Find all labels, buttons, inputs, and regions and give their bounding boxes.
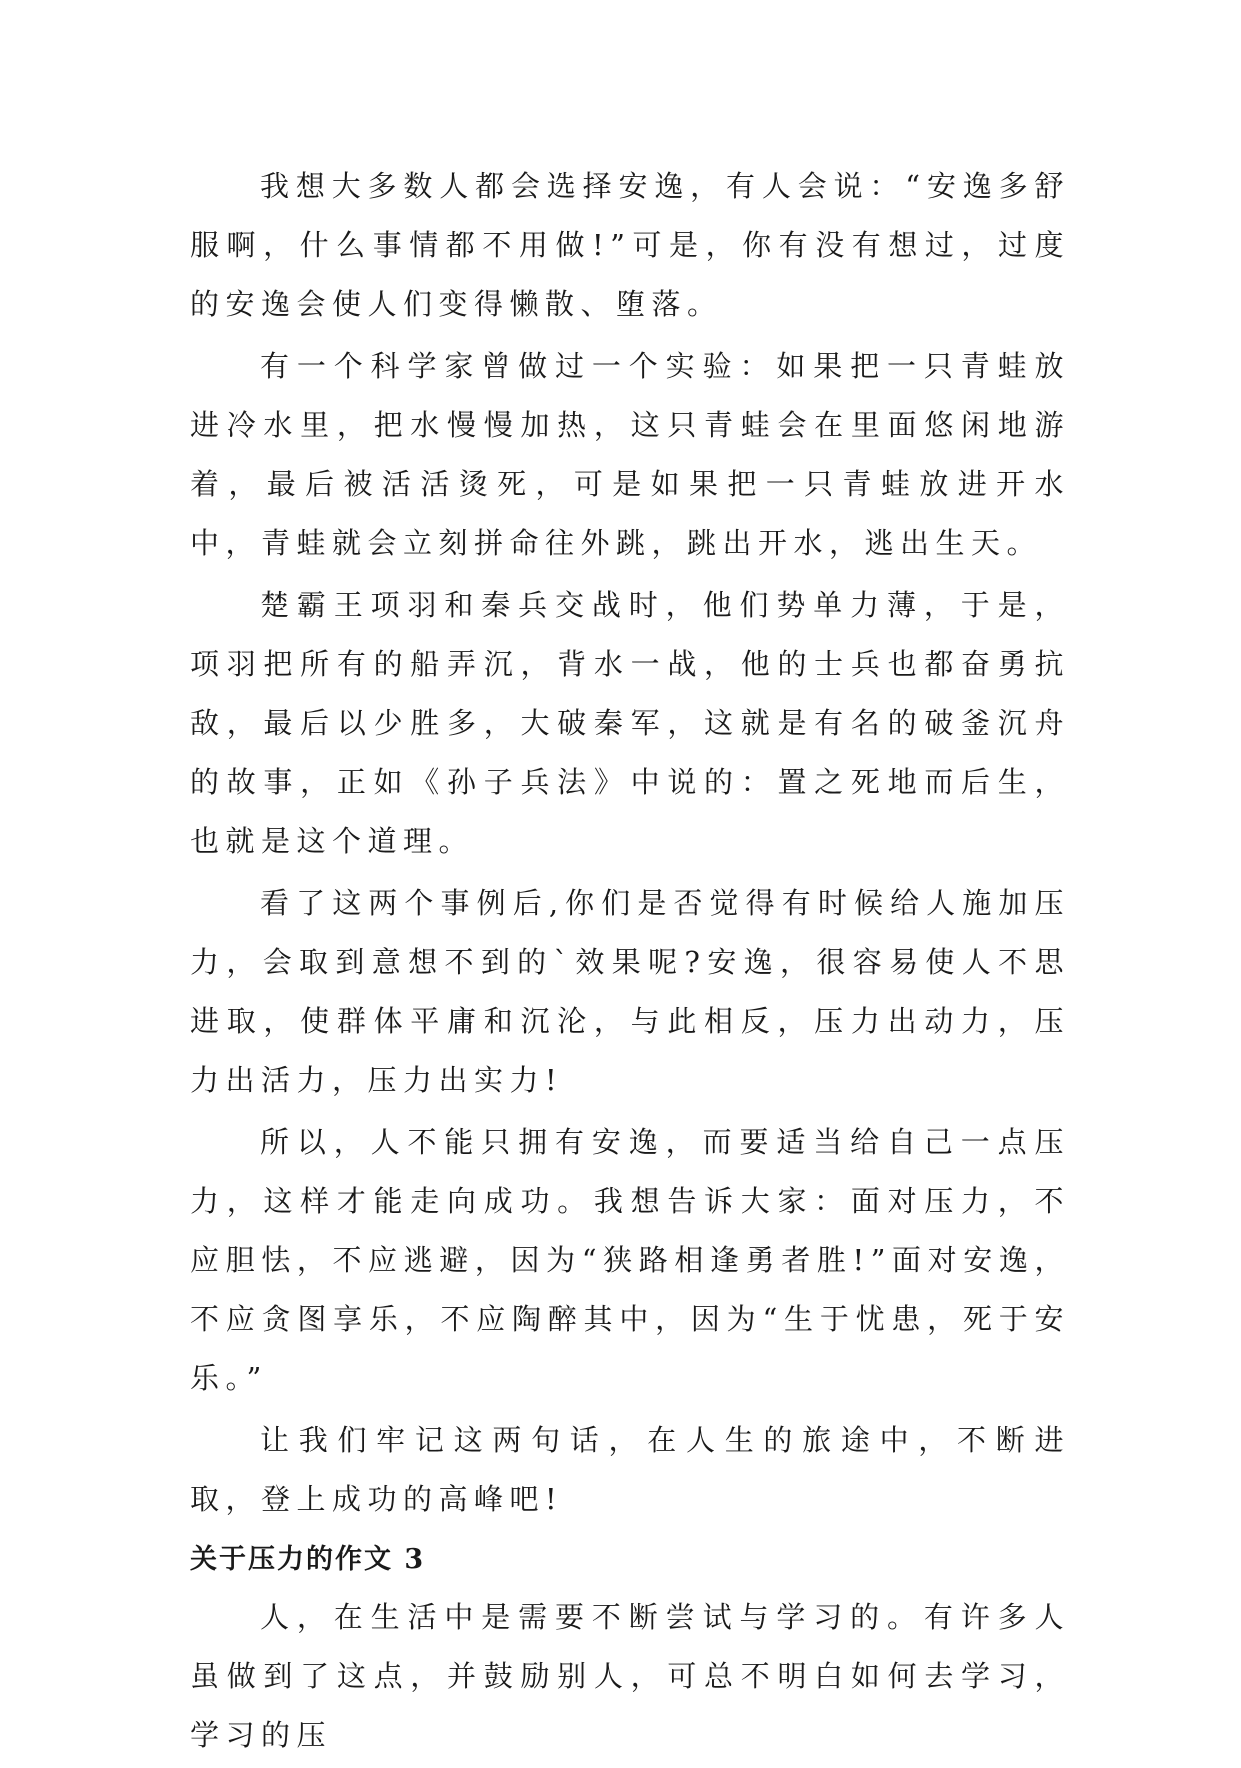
paragraph-5: 所以，人不能只拥有安逸，而要适当给自己一点压力，这样才能走向成功。我想告诉大家：面对压力，不应胆怯，不应逃避，因为“狭路相逢勇者胜!”面对安逸，不应贪图享乐，不应陶醉其中，因为“生于忧患，死于安乐。” [190,1125,1070,1395]
paragraph-6: 让我们牢记这两句话，在人生的旅途中，不断进取，登上成功的高峰吧! [190,1423,1070,1516]
paragraph-7: 人，在生活中是需要不断尝试与学习的。有许多人虽做到了这点，并鼓励别人，可总不明白如何去学习，学习的压 [190,1600,1070,1752]
paragraph-3: 楚霸王项羽和秦兵交战时，他们势单力薄，于是，项羽把所有的船弄沉，背水一战，他的士兵也都奋勇抗敌，最后以少胜多，大破秦军，这就是有名的破釜沉舟的故事，正如《孙子兵法》中说的：置之死地而后生，也就是这个道理。 [190,588,1070,858]
paragraph-4: 看了这两个事例后,你们是否觉得有时候给人施加压力，会取到意想不到的`效果呢?安逸，很容易使人不思进取，使群体平庸和沉沦，与此相反，压力出动力，压力出活力，压力出实力! [190,886,1070,1097]
paragraph-2: 有一个科学家曾做过一个实验：如果把一只青蛙放进冷水里，把水慢慢加热，这只青蛙会在里面悠闲地游着，最后被活活烫死，可是如果把一只青蛙放进开水中，青蛙就会立刻拼命往外跳，跳出开水，逃出生天。 [190,349,1070,560]
document-body [190,157,1070,1768]
section-heading: 关于压力的作文 3 [190,1544,426,1575]
paragraph-1: 我想大多数人都会选择安逸，有人会说：“安逸多舒服啊，什么事情都不用做!”可是，你有没有想过，过度的安逸会使人们变得懒散、堕落。 [190,169,1070,321]
